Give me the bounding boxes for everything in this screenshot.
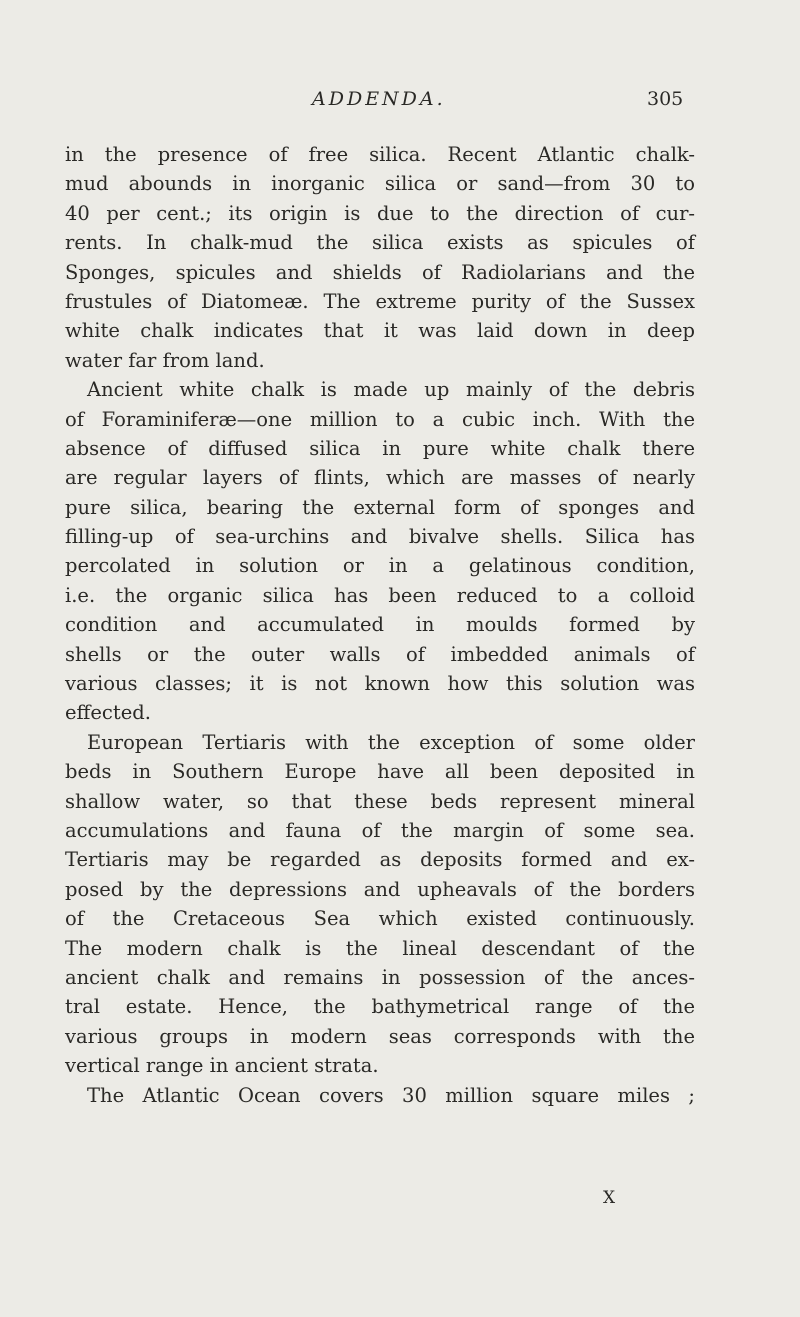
- text-line: condition and accumulated in moulds formed by: [65, 613, 695, 637]
- text-line: vertical range in ancient strata.: [65, 1054, 379, 1078]
- text-line: shallow water, so that these beds represent mineral: [65, 789, 695, 813]
- text-line: white chalk indicates that it was laid down in deep: [65, 319, 695, 343]
- text-line: Sponges, spicules and shields of Radiolarians and the: [65, 260, 695, 284]
- text-line: percolated in solution or in a gelatinous condition,: [65, 554, 695, 578]
- text-line: of Foraminiferæ—one million to a cubic inch. With the: [65, 407, 695, 431]
- signature-mark: X: [603, 1188, 617, 1208]
- text-line: are regular layers of flints, which are masses of nearly: [65, 466, 695, 490]
- text-line: rents. In chalk-mud the silica exists as spicules of: [65, 231, 695, 255]
- text-line: mud abounds in inorganic silica or sand—from 30 to: [65, 172, 695, 196]
- text-line: pure silica, bearing the external form of sponges and: [65, 495, 695, 519]
- running-title: ADDENDA.: [312, 88, 446, 110]
- text-line: shells or the outer walls of imbedded animals of: [65, 642, 695, 666]
- running-head: [0, 88, 800, 118]
- text-line: frustules of Diatomeæ. The extreme purity of the Sussex: [65, 289, 695, 313]
- text-line: Tertiaris may be regarded as deposits formed and ex-: [65, 848, 695, 872]
- text-line: effected.: [65, 701, 151, 725]
- text-line: various classes; it is not known how this solution was: [65, 672, 695, 696]
- text-line: i.e. the organic silica has been reduced to a colloid: [65, 583, 695, 607]
- text-line: Ancient white chalk is made up mainly of the debris: [87, 378, 695, 402]
- text-line: 40 per cent.; its origin is due to the direction of cur-: [65, 201, 695, 225]
- text-line: ancient chalk and remains in possession of the ances-: [65, 965, 695, 989]
- text-line: The Atlantic Ocean covers 30 million square miles ;: [87, 1083, 695, 1107]
- text-line: tral estate. Hence, the bathymetrical range of the: [65, 995, 695, 1019]
- text-line: filling-up of sea-urchins and bivalve shells. Silica has: [65, 525, 695, 549]
- text-line: accumulations and fauna of the margin of some sea.: [65, 818, 695, 842]
- text-line: posed by the depressions and upheavals of the borders: [65, 877, 695, 901]
- text-line: beds in Southern Europe have all been deposited in: [65, 760, 695, 784]
- page-number: 305: [647, 88, 684, 110]
- text-line: European Tertiaris with the exception of some older: [87, 730, 695, 754]
- text-line: The modern chalk is the lineal descendant of the: [65, 936, 695, 960]
- text-line: in the presence of free silica. Recent Atlantic chalk-: [65, 143, 695, 166]
- body-text: [65, 140, 695, 1110]
- text-line: absence of diffused silica in pure white chalk there: [65, 436, 695, 460]
- text-line: various groups in modern seas corresponds with the: [65, 1024, 695, 1048]
- text-line: water far from land.: [65, 348, 265, 372]
- text-line: of the Cretaceous Sea which existed continuously.: [65, 907, 695, 931]
